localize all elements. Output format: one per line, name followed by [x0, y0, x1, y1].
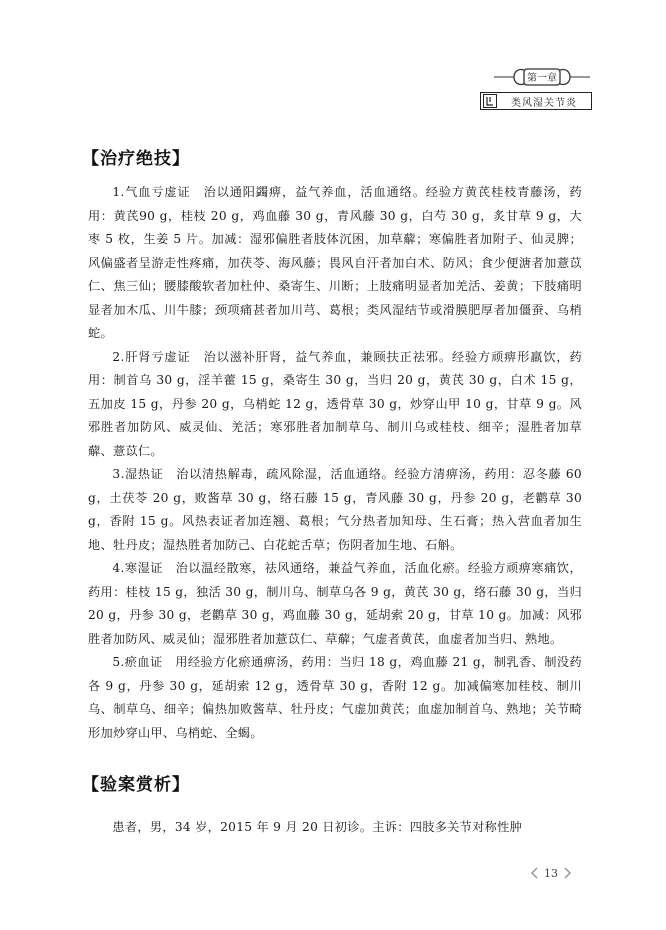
paragraph-blood-stasis: 5.瘀血证 用经验方化瘀通痹汤，药用：当归 18 g，鸡血藤 21 g，制乳香、制没药各 9 g，丹参 30 g，延胡索 12 g，透骨草 30 g，香附 12 g。加减偏寒加桂枝、制川乌、制草乌、细辛；偏热加败酱草、牡丹皮；气虚加黄芪；血虚加制首乌、熟地；关节畸形加炒穿山甲、乌梢蛇、全蝎。 — [88, 655, 582, 740]
paragraph-liver-kidney-deficiency: 2.肝肾亏虚证 治以滋补肝肾，益气养血，兼顾扶正祛邪。经验方顽痹形羸饮，药用：制首乌 30 g，淫羊藿 15 g，桑寄生 30 g，当归 20 g，黄芪 30 g，白术 15 g，五加皮 15 g，丹参 20 g，乌梢蛇 12 g，透骨草 30 g，炒穿山甲 10 g，甘草 9 g。风邪胜者加防风、威灵仙、羌活；寒邪胜者加制草乌、制川乌或桂枝、细辛；湿胜者加草薢、薏苡仁。 — [88, 349, 582, 458]
case-study-body — [88, 816, 582, 840]
section-title-case-study: 【验案赏析】 — [82, 775, 190, 795]
page-number: 13 — [544, 866, 558, 880]
paragraph-damp-heat: 3.湿热证 治以清热解毒，疏风除湿，活血通络。经验方清痹汤，药用：忍冬藤 60 g，土茯苓 20 g，败酱草 30 g，络石藤 15 g，青风藤 30 g，丹参 20 g，老鹳草 30 g，香附 15 g。风热表证者加连翘、葛根；气分热者加知母、生石膏；热入营血者加生地、牡丹皮；湿热胜者加防己、白花蛇舌草；伤阴者加生地、石斛。 — [88, 467, 582, 552]
left-bracket-icon — [530, 867, 538, 879]
running-title: 类风湿关节炎 — [511, 97, 577, 109]
treatment-body — [88, 181, 582, 745]
paragraph-case-intro: 患者，男，34 岁，2015 年 9 月 20 日初诊。主诉：四肢多关节对称性肿 — [112, 820, 523, 834]
document-icon — [483, 94, 497, 108]
right-bracket-icon — [564, 867, 572, 879]
page-footer — [526, 863, 576, 883]
paragraph-cold-damp: 4.寒湿证 治以温经散寒，祛风通络，兼益气养血，活血化瘀。经验方顽痹寒痛饮，药用：桂枝 15 g，独活 30 g，制川乌、制草乌各 9 g，黄芪 30 g，络石藤 30 g，当归 20 g，丹参 30 g，老鹳草 30 g，鸡血藤 30 g，延胡索 20 g，甘草 10 g。加减：风邪胜者加防风、威灵仙；湿邪胜者加薏苡仁、草薢；气虚者黄芪，血虚者加当归、熟地。 — [88, 561, 582, 646]
chapter-ornament — [494, 64, 590, 90]
running-header — [480, 92, 592, 110]
paragraph-qi-blood-deficiency: 1.气血亏虚证 治以通阳蠲痹，益气养血，活血通络。经验方黄芪桂枝青藤汤，药用：黄芪90 g，桂枝 20 g，鸡血藤 30 g，青风藤 30 g，白芍 30 g，炙甘草 9 g，大枣 5 枚，生姜 5 片。加减：湿邪偏胜者肢体沉困，加草薢；寒偏胜者加附子、仙灵脾；风偏盛者呈游走性疼痛，加茯苓、海风藤；畏风自汗者加白术、防风；食少便溏者加薏苡仁、焦三仙；腰膝酸软者加杜仲、桑寄生、川断；上肢痛明显者加羌活、姜黄；下肢痛明显者加木瓜、川牛膝；颈项痛甚者加川芎、葛根；类风湿结节或滑膜肥厚者加僵蚕、乌梢蛇。 — [88, 185, 582, 340]
section-title-treatment: 【治疗绝技】 — [82, 149, 190, 169]
chapter-label: 第一章 — [527, 73, 557, 84]
